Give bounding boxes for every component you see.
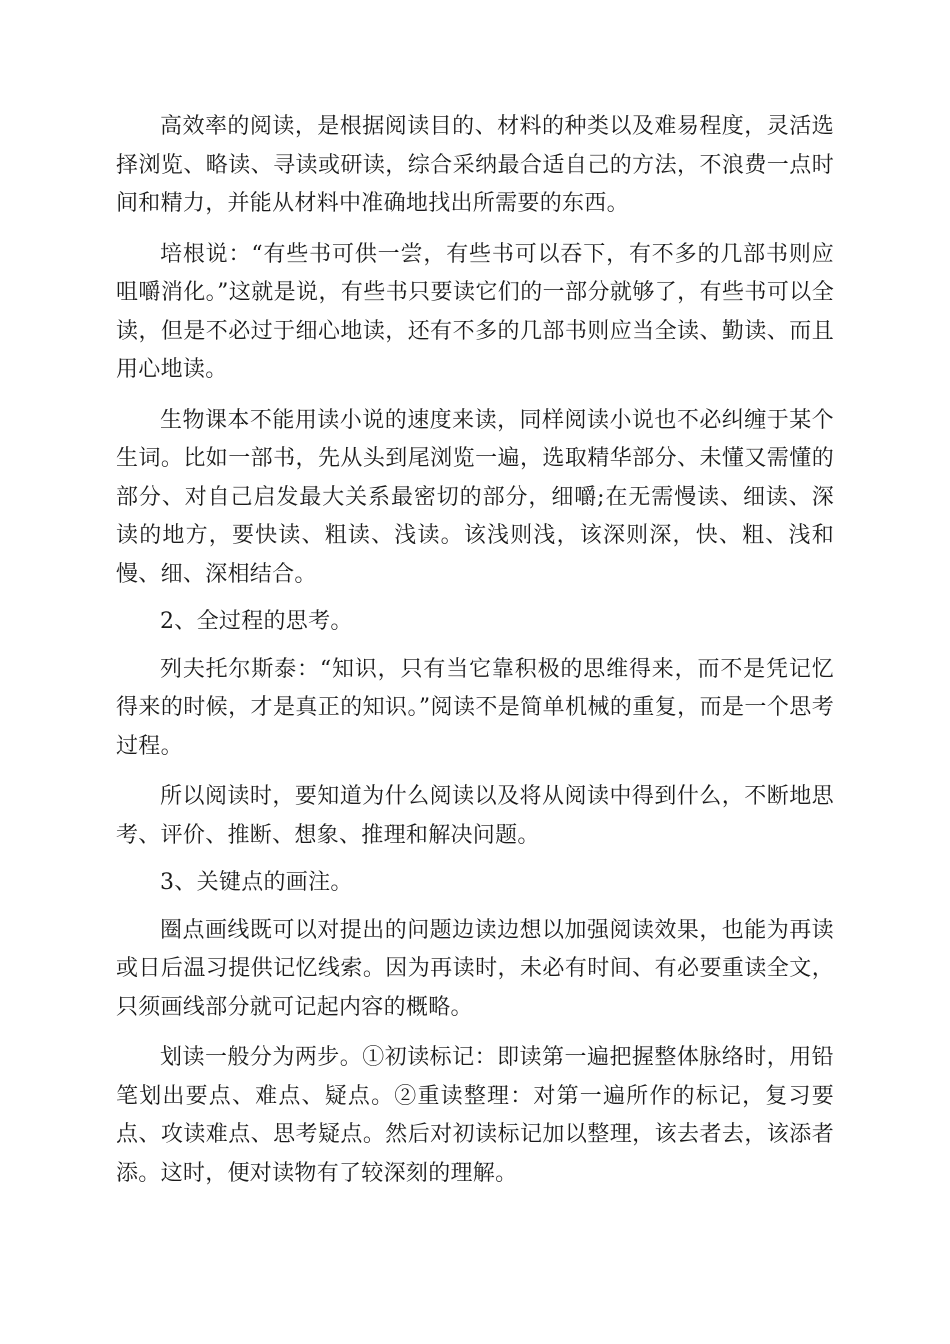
paragraph-reading-purpose: 所以阅读时，要知道为什么阅读以及将从阅读中得到什么，不断地思考、评价、推断、想象、推理和解决问题。 (116, 784, 834, 848)
paragraph-tolstoy-quote: 列夫托尔斯泰：“知识，只有当它靠积极的思维得来，而不是凭记忆得来的时候，才是真正的知识。”阅读不是简单机械的重复，而是一个思考过程。 (116, 656, 834, 759)
document-body (116, 108, 834, 1193)
section-heading-thinking: 2、全过程的思考。 (160, 609, 353, 634)
paragraph-underlining: 圈点画线既可以对提出的问题边读边想以加强阅读效果，也能为再读或日后温习提供记忆线索。因为再读时，未必有时间、有必要重读全文，只须画线部分就可记起内容的概略。 (116, 917, 834, 1020)
paragraph-bacon-quote: 培根说：“有些书可供一尝，有些书可以吞下，有不多的几部书则应咀嚼消化。”这就是说，有些书只要读它们的一部分就够了，有些书可以全读，但是不必过于细心地读，还有不多的几部书则应当全读、勤读、而且用心地读。 (116, 241, 834, 382)
paragraph-two-step-reading: 划读一般分为两步。①初读标记：即读第一遍把握整体脉络时，用铅笔划出要点、难点、疑点。②重读整理：对第一遍所作的标记，复习要点、攻读难点、思考疑点。然后对初读标记加以整理，该去者去，该添者添。这时，便对读物有了较深刻的理解。 (116, 1045, 834, 1186)
paragraph-reading-speed: 生物课本不能用读小说的速度来读，同样阅读小说也不必纠缠于某个生词。比如一部书，先从头到尾浏览一遍，选取精华部分、未懂又需懂的部分、对自己启发最大关系最密切的部分，细嚼;在无需慢读、细读、深读的地方，要快读、粗读、浅读。该浅则浅，该深则深，快、粗、浅和慢、细、深相结合。 (116, 407, 834, 587)
paragraph-efficient-reading: 高效率的阅读，是根据阅读目的、材料的种类以及难易程度，灵活选择浏览、略读、寻读或研读，综合采纳最合适自己的方法，不浪费一点时间和精力，并能从材料中准确地找出所需要的东西。 (116, 114, 834, 216)
section-heading-annotation: 3、关键点的画注。 (160, 870, 353, 895)
